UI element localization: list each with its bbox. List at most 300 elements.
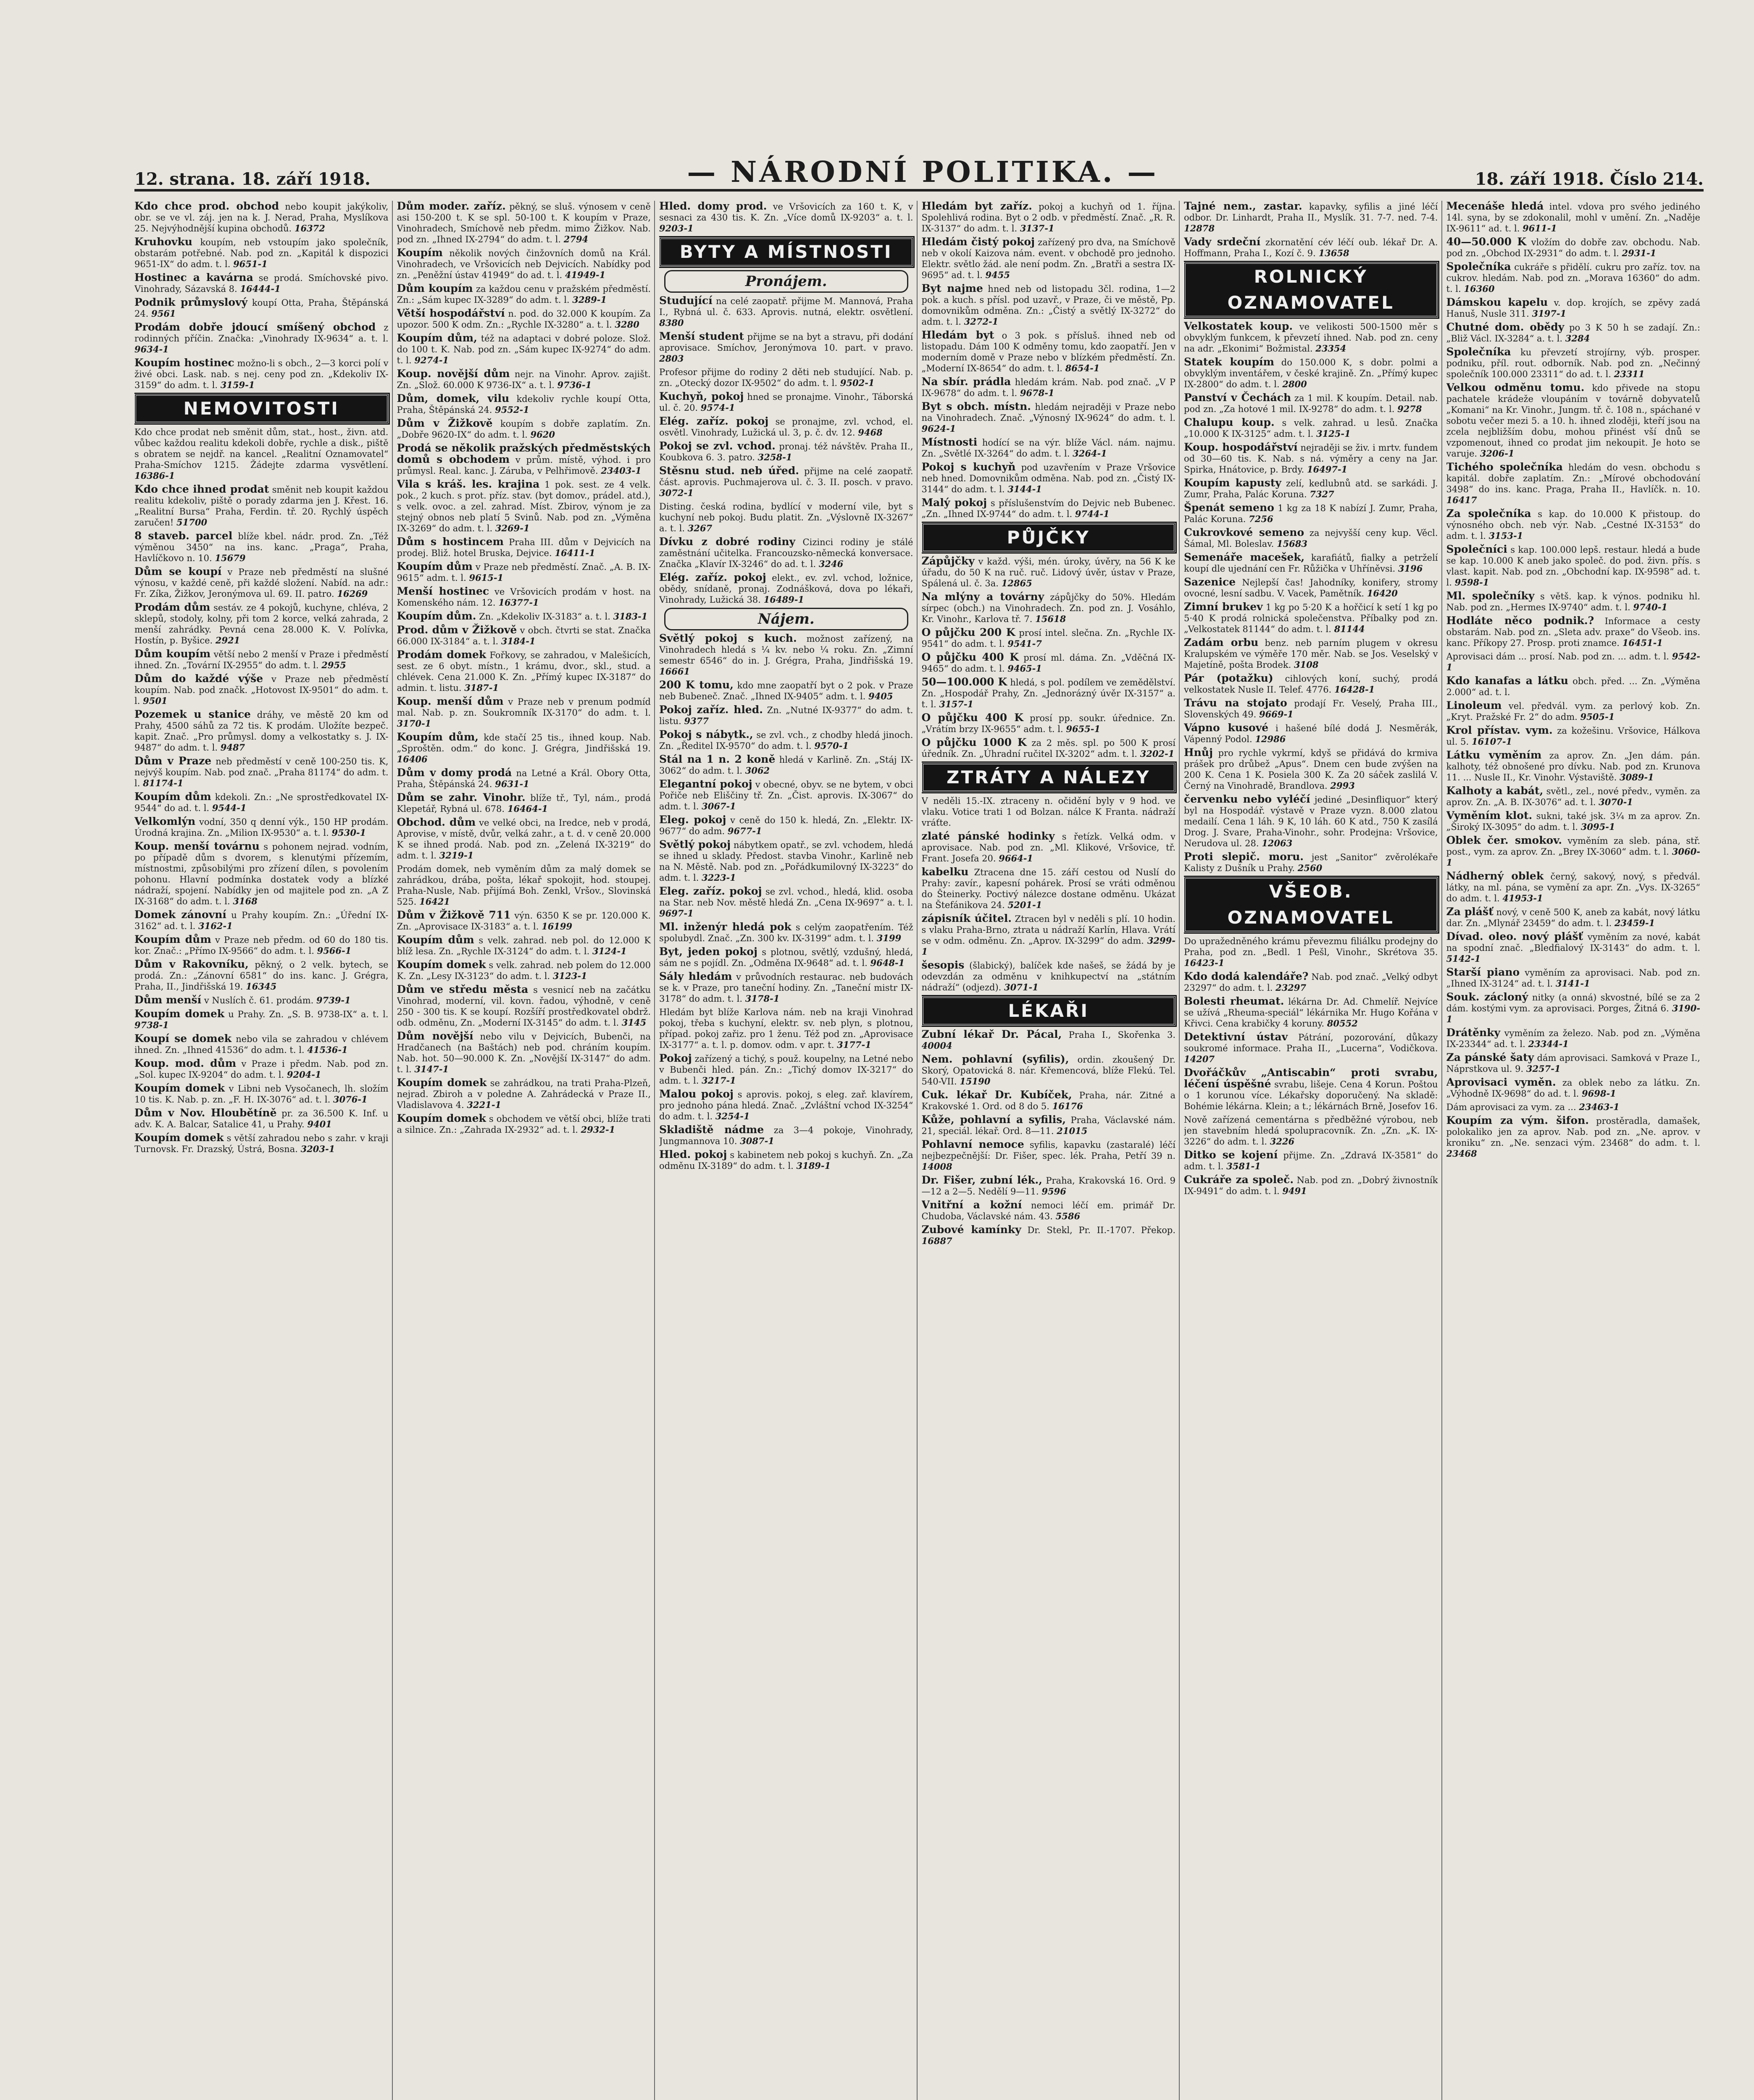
classified-ad — [1446, 992, 1701, 1025]
classified-ad — [1446, 675, 1701, 698]
ad-code: 16372 — [294, 223, 325, 234]
classified-ad — [134, 756, 389, 789]
ad-headline: Vila s kráš. les. krajina — [397, 478, 540, 490]
ad-headline: Velkostatek koup. — [1184, 320, 1293, 332]
classified-ad — [397, 333, 651, 366]
ad-code: 9634-1 — [134, 344, 169, 354]
ad-code: 9377 — [684, 716, 709, 726]
ad-headline: Pár (potažku) — [1184, 672, 1273, 684]
ad-text: jediné „Desinfliquor“ který byl na Hospodář. výstavě v Praze vyzn. 8.000 zlatou medailí. Cena 1 láh. 9 K, 10 láh. 60 K atd., 750 K zasílá Drog. J. Svare, Praha-Vinohr., sohr. Prodejna: Vršovice, Nerudova ul. 28. — [1184, 795, 1438, 848]
classified-ad — [134, 934, 389, 956]
ad-text: 1 pok. sest. ze 4 velk. pok., 2 kuch. s prot. příz. stav. (byt domov., prádel. atd.), s velk. ovoc. a zel. zahrad. Míst. Zbirov, výnom je za stejný obnos neb platí 5 Svinů. Nab. pod zn. „Výměna IX-3269“ do adm. t. l. — [397, 480, 651, 533]
ad-text: výn. 6350 K se pr. 120.000 K. Zn. „Aprovisace IX-3183“ a. t. l. — [397, 911, 651, 932]
ad-code: 16411-1 — [555, 548, 595, 558]
ad-code: 3184-1 — [501, 636, 536, 646]
classified-ad — [134, 357, 389, 391]
classified-ad — [1184, 577, 1438, 599]
classified-ad — [1184, 1150, 1438, 1172]
classified-ad — [659, 1149, 913, 1171]
ad-text: Kdo chce prodat neb směnit dům, stat., host., živn. atd. vůbec každou realitu kdekoli dobře, rychle a disk., piště s obratem se nejdř. na kancel. „Realitní Oznamovatel“ Praha-Smíchov 1215. Žádejte zdarma vysvětlení. — [134, 427, 389, 470]
ad-text: hledám nejraději v Praze nebo na Vinohradech. Znač. „Výnosný IX-9624“ do adm. t. l. — [921, 402, 1175, 423]
ad-code: 2803 — [659, 353, 684, 364]
ad-text: černý, sakový, nový, s předvál. látky, na ml. pána, se vymění za apr. Zn. „Vys. IX-3265“ do adm. t. l. — [1446, 872, 1700, 903]
ad-text: Praha I., Skořenka 3. — [1068, 1030, 1175, 1040]
classified-ad — [922, 401, 1176, 434]
ad-headline: Koupím domek — [397, 958, 486, 971]
classified-ad — [1446, 810, 1701, 832]
classified-ad — [397, 201, 651, 245]
ad-code: 14207 — [1184, 1054, 1215, 1064]
ad-text: sestáv. ze 4 pokojů, kuchyne, chléva, 2 sklepů, stodoly, kolny, při tom 2 korce, velká zahrada, 2 menší zahrádky. Pevná cena 28.000 K. V. Polívka, Hostín, p. Byšice. — [134, 603, 389, 646]
ad-code: 23344-1 — [1528, 1039, 1569, 1049]
ad-text: se zvl. vchod., hledá, klid. osoba na Star. neb Nov. městě hledá Zn. „Cena IX-9697“ a. t. l. — [659, 887, 913, 908]
ad-code: 3178-1 — [745, 993, 780, 1004]
classified-ad — [659, 465, 913, 499]
ad-code: 9542-1 — [1446, 651, 1700, 672]
ad-code: 3123-1 — [552, 971, 587, 981]
ad-code: 3190-1 — [1446, 1003, 1700, 1024]
classified-ad — [1446, 322, 1701, 344]
ad-text: v Praze neb předm. od 60 do 180 tis. kor. Znač.: „Přímo IX-9566“ do adm. t. l. — [134, 935, 389, 956]
ad-code: 2932-1 — [581, 1124, 615, 1135]
ad-text: pronaj. též návštěv. Praha II., Koubkova 6. 3. patro. — [659, 441, 913, 462]
ad-code: 3196 — [1398, 563, 1423, 574]
ad-headline: Látku vyměním — [1446, 749, 1542, 761]
classified-ad — [397, 625, 651, 647]
ad-text: prosí ml. dáma. Zn. „Vděčná IX-9465“ do adm. t. l. — [921, 653, 1175, 674]
classified-ad — [397, 586, 651, 608]
ad-text: v Praze neb předměstí na slušné výnosu, v každé ceně, při každé složení. Nabíd. na adr.: Fr. Zíka, Žižkov, Jeronýmova ul. 69. II. patro. — [134, 567, 389, 599]
ad-code: 3299-1 — [921, 935, 1175, 957]
section-banner: BYTY A MÍSTNOSTI — [659, 237, 913, 267]
ad-text: pr. za 36.500 K. Inf. u adv. K. A. Balcar, Satalice 41, u Prahy. — [134, 1108, 389, 1129]
classified-ad — [1184, 794, 1438, 849]
ad-headline: zápisník účitel. — [921, 912, 1012, 924]
ad-text: prosí pp. soukr. úřednice. Zn. „Vrátím brzy IX-9655“ adm. t. l. — [921, 713, 1175, 734]
ad-text: prosí intel. slečna. Zn. „Rychle IX-9541“ do adm. t. l. — [921, 628, 1175, 649]
ad-code: 3108 — [1294, 659, 1319, 670]
ad-code: 9596 — [1041, 1186, 1066, 1197]
ad-code: 9574-1 — [700, 402, 735, 413]
ad-code: 3062 — [745, 765, 770, 776]
ad-code: 3219-1 — [439, 850, 474, 861]
ad-headline: Hledám čistý pokoj — [921, 236, 1035, 248]
ad-headline: Zubní lékař Dr. Pácal, — [921, 1028, 1062, 1040]
ad-code: 12063 — [1262, 838, 1293, 848]
ad-headline: Pozemek u stanice — [134, 708, 251, 720]
classified-ad — [134, 995, 389, 1006]
ad-headline: Malý pokoj — [921, 496, 987, 509]
ad-text: nový, v ceně 500 K, aneb za kabát, nový látku dar. Zn. „Mlynář 23459“ do adm. t. l. — [1446, 907, 1700, 928]
classified-ad — [1184, 936, 1438, 969]
ad-text: na Letné a Král. Obory Otta, Praha, Štěpánská 24. — [397, 768, 651, 789]
ad-text: ve Vršovicích prodám v host. na Komenského nám. 12. — [397, 587, 651, 608]
section-banner: LÉKAŘI — [922, 996, 1176, 1026]
ad-text: za každou cenu v pražském předměstí. Zn.: „Sám kupec IX-3289“ do adm. t. l. — [397, 284, 651, 305]
classified-ad — [922, 330, 1176, 374]
ad-headline: Zimní brukev — [1184, 601, 1263, 613]
ad-code: 41536-1 — [307, 1045, 348, 1055]
ad-text: hned neb od listopadu 3čl. rodina, 1—2 pok. a kuch. s přísl. pod uzavř., v Praze, či ve městě, Pp. domovnikům odměna. Zn.: „Čistý a světlý IX-3272“ do adm. t. l. — [921, 284, 1175, 327]
ad-headline: Na mlýny a továrny — [921, 591, 1044, 603]
ad-headline: Starší piano — [1446, 966, 1520, 978]
ad-code: 9651-1 — [233, 259, 268, 269]
ad-code: 3221-1 — [467, 1100, 502, 1110]
classified-ad — [1446, 785, 1701, 808]
ad-code: 9631-1 — [495, 779, 529, 789]
ad-text: Ztracena dne 15. září cestou od Nuslí do Prahy: zavír., kapesní pohárek. Prosí se vráti odměnou do Šteinerky. Poctivý nálezce dostane odměnu. Ukázat na Štefánikova 24. — [921, 867, 1175, 910]
ad-code: 9491 — [1282, 1186, 1307, 1196]
ad-text: ku převzetí strojírny, výb. prosper. podniku, příl. rout. odborník. Nab. pod zn. „Nečinný společník 100.000 23311“ do ad. t. l. — [1446, 347, 1700, 379]
classified-ad — [397, 308, 651, 330]
ad-text: se pronajme, zvl. vchod, el. osvětl. Vinohrady, Lužická ul. 3, p. č. dv. 12. — [659, 417, 913, 438]
ad-code: 40004 — [921, 1040, 952, 1051]
ad-text: s kap. 100.000 lepš. restaur. hledá a bude se kap. 10.000 K aneb jako společ. do pod. živn. přís. s vlast. kapit. Nab. pod zn. „Obchodní kap. IX-9598“ ad. t. l. — [1446, 545, 1700, 588]
ad-text: elekt., ev. zvl. vchod, ložnice, obědy, snídaně, pronaj. Zodnášková, dova po lékaři, Vinohrady, Lužická 38. — [659, 573, 913, 605]
classified-ad — [659, 680, 913, 702]
ad-text: neb předměstí v ceně 100-250 tis. K, nejvýš koupím. Nab. pod znač. „Praha 81174“ do adm. t. l. — [134, 756, 389, 788]
ad-code: 9541-7 — [1007, 638, 1042, 649]
ad-code: 3145 — [621, 1017, 647, 1028]
ad-code: 9615-1 — [469, 572, 504, 583]
ad-headline: Dům se zahr. Vinohr. — [397, 791, 526, 803]
ad-headline: Dr. Fišer, zubní lék., — [921, 1174, 1042, 1186]
classified-ad — [659, 295, 913, 328]
classified-ad — [922, 1224, 1176, 1247]
ad-headline: Eleg. pokoj — [659, 814, 726, 826]
classified-ad — [1446, 871, 1701, 904]
classified-ad — [659, 367, 913, 388]
ad-headline: Zadám orbu — [1184, 636, 1259, 648]
ad-text: hledám krám. Nab. pod znač. „V P IX-9678“ do adm. t. l. — [921, 377, 1175, 398]
ad-text: zařízený pro dva, na Smíchově neb v okolí Kaizova nám. event. v obchodě pro jednoho. Elektr. světlo žád. ale není podm. Zn. „Bratři a sestra IX-9695“ ad. t. l. — [921, 237, 1175, 280]
ad-text: s plotnou, světlý, vzdušný, hledá, sám ne s pojídl. Zn. „Odměna IX-9648“ ad. t. l. — [659, 947, 913, 968]
ad-headline: Byt s obch. místn. — [921, 400, 1031, 412]
classified-ad — [1446, 700, 1701, 722]
ad-headline: Vápno kusové — [1184, 722, 1269, 734]
ad-headline: Koup. menší dům — [397, 695, 504, 707]
ad-code: 3289-1 — [572, 294, 607, 305]
classified-ad — [397, 792, 651, 814]
ad-code: 9744-1 — [1075, 509, 1110, 519]
ad-headline: Dům menší — [134, 994, 202, 1006]
ad-headline: Chalupu koup. — [1184, 416, 1275, 428]
ad-text: vyměním za aprovisaci. Nab. pod zn. „Ihned IX-3124“ ad. t. l. — [1446, 968, 1700, 989]
ad-code: 16887 — [921, 1236, 952, 1246]
ad-code: 2794 — [563, 234, 589, 244]
ad-headline: Studující — [659, 294, 713, 307]
classified-ad — [659, 779, 913, 812]
classified-ad — [922, 913, 1176, 957]
ad-code: 3269-1 — [495, 523, 530, 533]
ad-headline: Dámskou kapelu — [1446, 296, 1548, 308]
ad-text: blíže kbel. nádr. prod. Zn. „Též výměnou 3450“ na ins. kanc. „Praga“, Praha, Havlíčkovo n. 10. — [134, 531, 389, 563]
ad-text: kdekoliv rychle koupí Otta, Praha, Štěpánská 24. — [397, 394, 651, 415]
ad-headline: 200 K tomu, — [659, 679, 734, 691]
ad-headline: O půjčku 400 K — [921, 711, 1023, 724]
ad-headline: Dům v Žižkově — [397, 417, 493, 429]
ad-code: 9487 — [220, 742, 245, 753]
ad-code: 3217-1 — [702, 1075, 736, 1086]
classified-ad — [134, 602, 389, 646]
ad-headline: Dům koupím — [134, 648, 211, 660]
ad-code: 9669-1 — [1259, 709, 1294, 719]
classified-ad — [1184, 1067, 1438, 1112]
ad-headline: Koupím dům — [134, 790, 211, 803]
ad-headline: kabelku — [921, 866, 969, 878]
classified-ad — [397, 418, 651, 440]
classified-ad — [922, 201, 1176, 234]
ad-headline: Linoleum — [1446, 699, 1502, 711]
ad-headline: Byt najme — [921, 282, 983, 294]
ad-text: Informace a cesty obstarám. Nab. pod zn. „Sleta adv. praxe“ do Všeob. ins. kanc. Příkopy 27. Prosp. proti znamce. — [1446, 616, 1700, 648]
ad-text: Do upražedněného krámu převezmu filiálku prodejny do Praha, pod zn. „Bedl. 1 Pešl, Vinohr., Skrétova 35. — [1184, 936, 1438, 957]
masthead — [134, 156, 1704, 192]
ad-code: 3060-1 — [1446, 846, 1700, 868]
ad-headline: O půjčku 1000 K — [921, 736, 1027, 748]
ad-headline: Koupím domek — [397, 1112, 486, 1124]
ad-text: s pohonem nejrad. vodním, po případě dům s dvorem, s klenutými přízemím, místnostmi, způsobilými pro zřízení dílen, s povolením pohonu. Hlavní podmínka dostatek vody a blízké nádraží, spojení. Nabídky jen od majitele pod zn. „A Z IX-3168“ do adm. t. l. — [134, 842, 389, 906]
classified-ad — [134, 427, 389, 481]
ad-text: kdekoli. Zn.: „Ne sprostředkovatel IX-9544“ do ad. t. l. — [134, 792, 389, 813]
classified-ad — [659, 1053, 913, 1086]
ad-code: 81174-1 — [143, 778, 184, 788]
ad-text: vyměním za nové, kabát na spodní znač. „Bledfialový IX-3143“ do adm. t. l. — [1446, 932, 1700, 953]
ad-text: svrabu, lišeje. Cena 4 Korun. Poštou o 1 korunou více. Lékařsky doporučený. Na skladě: Bohémie lékárna. Klein; a t.; lékárnách Brně, Josefov 16. — [1184, 1079, 1438, 1111]
ad-headline: Vnitřní a kožní — [921, 1199, 1022, 1211]
ad-text: v obecné, obyv. se ne bytem, v obci Pořiče neb Eliščiny tř. Zn. „Čist. aprovis. IX-3067“ do adm. t. l. — [659, 780, 913, 811]
ad-headline: Dům v Praze — [134, 755, 212, 767]
ad-text: syfilis, kapavku (zastaralé) léčí nejbezpečnější: Dr. Fišer, spec. lék. Praha, Petří 39 n. — [921, 1140, 1175, 1161]
ad-headline: Kdo chce ihned prodat — [134, 483, 269, 495]
ad-text: u Prahy koupím. Zn.: „Úřední IX-3162“ ad. t. l. — [134, 910, 389, 931]
ad-headline: Semenáře macešek, — [1184, 551, 1305, 563]
ad-text: za aprov. Zn. „Jen dám. pán. kalhoty, též obnošené pro dívku. Nab. pod zn. Krunova 11. ... Nusle II., Kr. Vinohr. Výstaviště. — [1446, 751, 1700, 782]
classified-ad — [397, 696, 651, 729]
ad-headline: Koupím hostinec — [134, 357, 234, 369]
ad-code: 9598-1 — [1454, 577, 1489, 588]
ad-text: v Libni neb Vysočanech, lh. složím 10 tis. K. Nab. p. zn. „F. H. IX-3076“ ad. t. l. — [134, 1084, 389, 1105]
ad-headline: Dům koupím — [397, 282, 473, 294]
ad-headline: Eleg. zaříz. pokoj — [659, 885, 762, 897]
classified-ad — [1446, 261, 1701, 294]
ad-code: 3095-1 — [1580, 822, 1615, 832]
ad-text: po 3 K 50 h se zadají. Zn.: „Bliž Václ. IX-3284“ a. t. l. — [1446, 323, 1700, 344]
ad-headline: Skladiště nádme — [659, 1124, 764, 1136]
classified-ad — [134, 322, 389, 355]
classified-ad — [922, 1029, 1176, 1051]
ad-headline: Společníka — [1446, 260, 1511, 273]
classified-ad — [922, 1114, 1176, 1137]
ad-code: 9648-1 — [870, 958, 905, 968]
ad-text: ve velikosti 500-1500 měr s obvyklým funkcem, k převzetí ihned. Nab. pod zn. ceny na adr. „Ekonimi“ Božmistal. — [1184, 322, 1438, 354]
ad-text: v Praze neb předměstí. Znač. „A. B. IX-9615“ adm. t. l. — [397, 562, 651, 583]
classified-ad — [1446, 591, 1701, 613]
ad-headline: šesopis — [921, 959, 965, 971]
ad-headline: Větší hospodářství — [397, 307, 505, 319]
ad-text: Praha III. dům v Dejvicích na prodej. Bliž. hotel Bruska, Dejvice. — [397, 537, 651, 558]
ad-code: 3223-1 — [702, 872, 736, 883]
ad-code: 9620 — [530, 429, 555, 440]
ad-text: lékárna Dr. Ad. Chmelíř. Nejvíce se užívá „Rheuma-speciál“ lékárnika Mr. Hugo Kořána v Křivci. Cena krabičky 4 koruny. — [1184, 997, 1438, 1029]
ad-code: 9405 — [868, 691, 893, 701]
ad-text: dám aprovisaci. Samková v Praze I., Náprstkova ul. 9. — [1446, 1053, 1700, 1074]
ad-text: dráhy, ve městě 20 km od Prahy, 4500 sáhů za 72 tis. K prodám. Uložíte bezpeč. kapit. Znač. „Pro průmysl. domy a velkostatky s. J. IX-9487“ do adm. t. l. — [134, 710, 389, 753]
ad-code: 15618 — [1035, 614, 1066, 624]
ad-text: (šlabický), balíček kde našeš, se žádá by je odevzdán za odměnu v knihkupectví na „státním nádraží“ (odjezd). — [921, 961, 1175, 992]
ad-headline: Hodláte něco podnik.? — [1446, 614, 1594, 627]
classified-ad — [659, 921, 913, 944]
ad-headline: Koup. novější dům — [397, 368, 510, 380]
ad-headline: O půjčku 200 K — [921, 626, 1015, 638]
classified-ad — [134, 791, 389, 814]
ad-text: s aprovis. pokoj, s eleg. zař. klavírem, pro jednoho pána hledá. Znač. „Zvláštní vchod IX-3254“ do adm. t. l. — [659, 1089, 913, 1121]
ad-text: v průvodních restaurac. neb budovách se k. v Praze, pro taneční hodiny. Zn. „Taneční mistr IX-3178“ do adm. t. l. — [659, 972, 913, 1004]
ad-text: Disting. česká rodina, bydlící v moderní vile, byt s kuchyní neb pokoj. Budu platit. Zn. „Výslovně IX-3267“ a. t. l. — [659, 501, 913, 533]
ad-code: 9678-1 — [1020, 388, 1055, 398]
classified-ad — [659, 1124, 913, 1147]
ad-text: vodní, 350 q denní výk., 150 HP prodám. Úrodná krajina. Zn. „Milion IX-9530“ a. t. l. — [134, 817, 389, 838]
ad-text: větší nebo 2 menší v Praze i předměstí ihned. Zn. „Tovární IX-2955“ do adm. t. l. — [134, 649, 389, 670]
ad-text: pro rychle vykrmí, kdyš se přidává do krmiva prášek pro drůbež „Apus“. Dnem cen bude zvýšen na 200 K. Cena 1 K. Posiela 300 K. Za 20 sáček zaslilá V. Černý na Vinohradě, Brandlova. — [1184, 748, 1438, 791]
classified-ad — [922, 737, 1176, 759]
ad-code: 80552 — [1327, 1018, 1358, 1029]
classified-ad — [1446, 1027, 1701, 1050]
ad-headline: Obchod. dům — [397, 816, 476, 828]
ad-code: 3581-1 — [1226, 1161, 1261, 1171]
ad-code: 9455 — [985, 270, 1010, 280]
classified-ad — [397, 393, 651, 415]
ad-text: nebo vilu v Dejvicích, Bubenči, na Hradčanech (na Baštách) neb pod. chráním koupím. Nab. hot. 50—90.000 K. Zn. „Novější IX-3147“ do adm. t. l. — [397, 1032, 651, 1074]
section-banner: NEMOVITOSTI — [134, 394, 389, 423]
ad-code: 3254-1 — [715, 1111, 750, 1121]
classified-ad — [659, 572, 913, 605]
ad-code: 3189-1 — [796, 1160, 831, 1171]
classified-ad — [922, 627, 1176, 649]
ad-code: 7256 — [1249, 514, 1273, 524]
classified-ad — [922, 283, 1176, 327]
ad-text: kapavky, syfilis a jiné léčí odbor. Dr. Linhardt, Praha II., Myslík. 31. 7-7. ned. 7-4. — [1184, 202, 1438, 223]
ad-headline: Drátěnky — [1446, 1026, 1501, 1039]
classified-ad — [397, 443, 651, 476]
ad-headline: Cukráře za společ. — [1184, 1173, 1294, 1186]
classified-ad — [1184, 637, 1438, 670]
ad-code: 3067-1 — [702, 801, 736, 811]
ad-headline: Koupím domek — [134, 1131, 224, 1144]
classified-ad — [659, 391, 913, 413]
ad-text: i hašené bílé dodá J. Nesměrák, Vápenný Podol. — [1184, 723, 1438, 744]
ad-code: 9274-1 — [414, 355, 449, 365]
ad-text: vyměním za sleb. pána, stř. post., vym. za aprov. Zn. „Brey IX-3060“ adm. t. l. — [1446, 836, 1701, 857]
ad-text: koupí Otta, Praha, Štěpánská 24. — [134, 298, 389, 319]
ad-code: 23463-1 — [1579, 1102, 1620, 1112]
classified-ad — [134, 484, 389, 528]
ad-text: Ztracen byl v neděli s plí. 10 hodin. s vlaku Praha-Brno, ztrata u nádraží Karlín, Hlava. Vrátí se v odm. odměnu. Zn. „Aprov. IX-3299“ do adm. — [921, 914, 1175, 946]
ad-code: 23354 — [1315, 343, 1346, 354]
classified-ad — [1446, 725, 1701, 747]
ad-text: za kožešinu. Vršovice, Hálkova ul. 5. — [1446, 726, 1700, 747]
ad-text: několik nových činžovních domů na Král. Vinohradech, ve Vršovicích neb Dejvicích. Nabídky pod zn. „Peněžní ústav 41949“ do ad. t. l. — [397, 248, 651, 280]
ad-text: za nejvyšší ceny kup. Věcl. Šámal, Ml. Boleslav. — [1184, 528, 1438, 549]
classified-ad — [397, 479, 651, 534]
ad-code: 9736-1 — [557, 380, 592, 390]
ad-text: nemoci léčí em. primář Dr. Chudoba, Václavské nám. 43. — [921, 1200, 1175, 1221]
ad-code: 3257-1 — [1526, 1063, 1561, 1074]
ad-text: hned se pronajme. Vinohr., Táborská ul. č. 20. — [659, 392, 913, 413]
ad-headline: Koupím dům, — [397, 731, 479, 743]
ad-headline: Prodám domek — [397, 648, 486, 661]
ad-text: s velk. zahrad. neb pol. do 12.000 K blíž lesa. Zn. „Rychle IX-3124“ do adm. t. l. — [397, 935, 651, 956]
ad-code: 9738-1 — [134, 1020, 169, 1030]
classified-ad — [134, 566, 389, 599]
classified-ad — [134, 297, 389, 319]
classified-ad — [1446, 835, 1701, 868]
ad-text: Cizinci rodiny je stálé zaměstnání učitelka. Francouzsko-německá konversace. Značka „Klavír IX-3246“ do ad. t. l. — [659, 537, 913, 569]
ad-code: 9664-1 — [999, 853, 1033, 864]
ad-text: kdo přivede na stopu pachatele krádeže vloupáním v továrně dobyvatelů „Komani“ na Kr. Vinohr., Jungm. tř. č. 108 n., spáchané v sobotu večer mezi 5. a 10. h. ihned zloději, kteří jsou na zcela nejbližším dobu, mohou přinést vší dnů se vzpomenout, ihned co prodat jim nekoupit. Je hoto se varuje. — [1446, 383, 1700, 459]
ad-code: 9655-1 — [1066, 724, 1101, 734]
ad-code: 3089-1 — [1619, 772, 1654, 782]
ad-code: 23297 — [1275, 982, 1307, 993]
ad-headline: Vyměním klot. — [1446, 809, 1533, 822]
ad-headline: Koupím kapusty — [1184, 477, 1281, 489]
classified-ad — [922, 1200, 1176, 1222]
ad-code: 3147-1 — [414, 1064, 449, 1074]
ad-text: na celé zaopatř. přijme M. Mannová, Praha I., Rybná ul. č. 633. Aprovis. nutná, elektr. osvětlení. — [659, 296, 913, 317]
ad-text: ordin. zkoušený Dr. Skorý, Opatovická 8. nár. Křemencová, blíže Flekú. Tel. 540-VII. — [921, 1055, 1175, 1087]
classified-ad — [1446, 382, 1701, 459]
ad-headline: Ml. inženýr hledá pok — [659, 921, 792, 933]
ad-headline: Koupím dům — [397, 934, 474, 946]
ad-headline: Cukrovkové semeno — [1184, 526, 1304, 538]
ad-headline: Kdo dodá kalendáře? — [1184, 970, 1309, 982]
ad-text: Praha, nár. Zitné a Krakovské 1. Ord. od 8 do 5. — [921, 1090, 1175, 1111]
ad-code: 16661 — [659, 666, 690, 677]
ad-text: vel. předvál. vym. za perlový kob. Zn. „Kryt. Pražské Fr. 2“ do adm. — [1446, 701, 1700, 722]
classified-ad — [134, 673, 389, 706]
ad-code: 3272-1 — [964, 316, 999, 327]
ad-code: 3141-1 — [1555, 978, 1590, 989]
classified-ad — [922, 591, 1176, 625]
classified-ad — [134, 1033, 389, 1055]
ad-headline: Špenát semeno — [1184, 501, 1274, 514]
ad-text: s řetízk. Velká odm. v aprovisace. Nab. pod zn. „Ml. Klikové, Vršovice, tř. Frant. Josefa 20. — [921, 832, 1175, 864]
ad-text: obch. před. ... Zn. „Výměna 2.000“ ad. t. l. — [1446, 676, 1700, 697]
ad-headline: Pokoj se zvl. vchod. — [659, 440, 776, 452]
ad-headline: Trávu na stojato — [1184, 697, 1287, 709]
ad-headline: Na sbír. prádla — [921, 375, 1011, 388]
ad-text: cukráře s přidělí. cukru pro zaříz. tov. na cukrov. hledám. Nab. pod zn. „Morava 16360“ do adm. t. l. — [1446, 262, 1700, 294]
ad-text: koupím, neb vstoupím jako společník, obstarám potřebné. Nab. pod zn. „Kapitál k dispozici 9651-IX“ do adm. t. l. — [134, 237, 389, 269]
ad-code: 9566-1 — [317, 945, 352, 956]
classified-ad — [1184, 698, 1438, 720]
ad-code: 81144 — [1334, 624, 1365, 634]
classified-ad — [922, 236, 1176, 281]
classified-ad — [1446, 201, 1701, 234]
ad-code: 16444-1 — [240, 284, 281, 294]
ad-text: koupím s dobře zaplatím. Zn. „Dobře 9620-IX“ do adm. t. l. — [397, 419, 651, 440]
ad-code: 3284 — [1565, 333, 1590, 344]
ad-text: s velk. zahrad. u lesů. Značka „10.000 K IX-3125“ adm. t. l. — [1184, 418, 1438, 439]
ad-code: 3258-1 — [757, 452, 792, 462]
ad-code: 9544-1 — [212, 803, 247, 813]
ad-headline: Pokoj zaříz. hled. — [659, 704, 763, 716]
classified-ad — [397, 561, 651, 583]
ad-code: 2921 — [215, 635, 240, 646]
classified-ad — [134, 816, 389, 838]
classified-ad — [397, 934, 651, 957]
ad-code: 3124-1 — [592, 946, 627, 956]
